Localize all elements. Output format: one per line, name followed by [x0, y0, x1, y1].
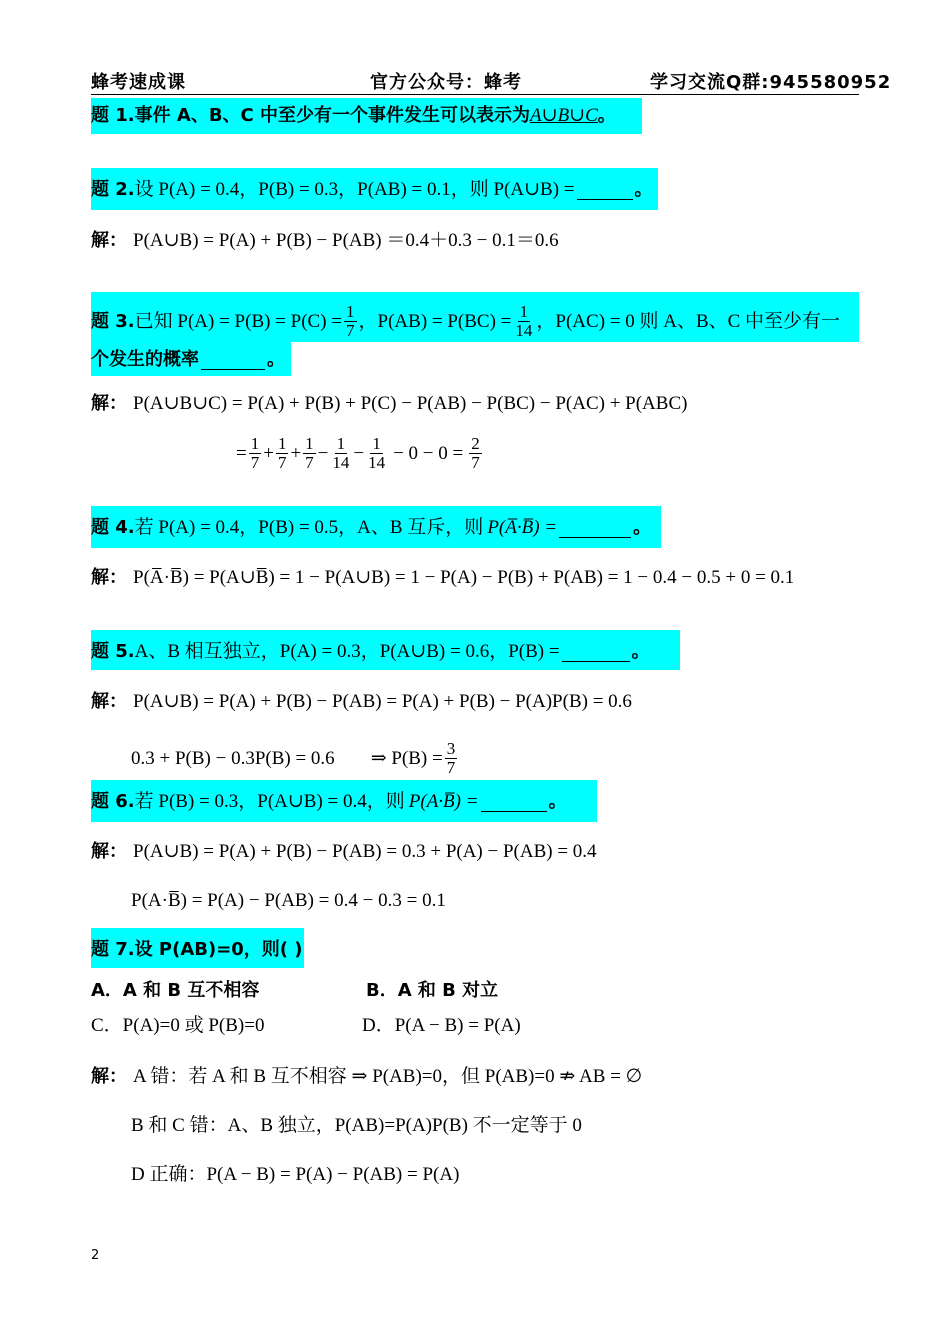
q6-expr: P(A·B̅) = — [408, 791, 479, 812]
q3-sol2-frac-4-num: 1 — [336, 434, 346, 453]
q3-sol2-frac-5-num: 1 — [372, 434, 381, 453]
q3-sol2-frac-2 — [276, 435, 289, 472]
q5-blank — [562, 643, 630, 662]
q3-frac-2 — [513, 303, 534, 340]
q1-label: 题 1. — [91, 105, 135, 126]
q6-end: 。 — [548, 791, 567, 812]
q1-end: 。 — [597, 105, 616, 126]
q2-end: 。 — [634, 179, 653, 200]
q2-blank — [577, 181, 633, 200]
q3-sol2-frac-2-op: + — [263, 442, 274, 464]
q3-sol2-tail: − 0 − 0 = — [393, 442, 464, 464]
q2-line — [91, 178, 653, 202]
q7-option-a — [91, 979, 259, 1003]
q5-end: 。 — [631, 641, 650, 662]
header-rule — [91, 94, 859, 95]
q3-sol-line1: P(A∪B∪C) = P(A) + P(B) + P(C) − P(AB) − P(BC) − P(AC) + P(ABC) — [133, 393, 688, 414]
q3-sol2-result-den: 7 — [471, 453, 480, 472]
q3-sol2-frac-4-op: − — [317, 442, 329, 464]
q7-solution-2 — [131, 1114, 582, 1138]
q3-sol2-frac-4 — [330, 435, 351, 472]
q4-expr: P(A̅·B̅) = — [487, 517, 558, 538]
q5-text: A、B 相互独立，P(A) = 0.3，P(A∪B) = 0.6，P(B) = — [134, 641, 560, 662]
q3-text-b: ，P(AB) = P(BC) = — [358, 310, 512, 332]
q1-answer: A∪B∪C — [530, 105, 598, 126]
q3-line-1 — [91, 303, 840, 340]
q3-line-2 — [91, 348, 285, 372]
q3-sol2-frac-5-den: 14 — [368, 453, 386, 472]
q3-sol2-frac-3-op: + — [290, 442, 302, 464]
q5-sol-line2: 0.3 + P(B) − 0.3P(B) = 0.6 — [131, 747, 335, 769]
q4-end: 。 — [633, 517, 652, 538]
q3-frac-1-num: 1 — [346, 302, 355, 321]
q6-sol-label: 解： — [91, 841, 127, 862]
q5-sol2-num: 3 — [446, 739, 456, 758]
q5-solution-1 — [91, 690, 632, 714]
q3-blank — [201, 351, 265, 370]
q4-sol-label: 解： — [91, 567, 127, 588]
q3-solution-2 — [236, 435, 484, 472]
q3-text-line2: 个发生的概率 — [91, 349, 199, 370]
q5-solution-2 — [131, 740, 459, 777]
q5-label: 题 5. — [91, 641, 135, 662]
q3-sol2-frac-5-op: − — [353, 442, 365, 464]
q6-solution-1 — [91, 840, 597, 864]
q6-solution-2 — [131, 889, 446, 913]
q2-sol-label: 解： — [91, 230, 127, 251]
q7-line — [91, 938, 303, 962]
q3-sol-label: 解： — [91, 393, 127, 414]
q2-text: 设 P(A) = 0.4，P(B) = 0.3，P(AB) = 0.1，则 P(A∪B) = — [134, 179, 575, 200]
q6-text: 若 P(B) = 0.3，P(A∪B) = 0.4，则 — [134, 791, 405, 812]
q7-solution-3 — [131, 1163, 459, 1187]
q7-label: 题 7. — [91, 939, 135, 960]
q7-option-b — [366, 979, 498, 1003]
q7-option-c-text: C．P(A)=0 或 P(B)=0 — [91, 1015, 265, 1036]
q4-sol-text: P(A̅·B̅) = P(A∪B̅̅̅̅) = 1 − P(A∪B) = 1 − P(A) − P(B) + P(AB) = 1 − 0.4 − 0.5 + 0 = 0.1 — [133, 567, 795, 588]
q4-solution — [91, 566, 794, 590]
q7-sol-line3: D 正确：P(A − B) = P(A) − P(AB) = P(A) — [131, 1164, 460, 1185]
q3-text-c: ，P(AC) = 0 则 A、B、C 中至少有一 — [536, 310, 841, 332]
q7-solution-1 — [91, 1065, 642, 1089]
q3-sol2-frac-3-den: 7 — [305, 453, 314, 472]
q5-sol2-frac — [445, 740, 458, 777]
q3-frac-1 — [344, 303, 357, 340]
q3-sol2-prefix: = — [236, 442, 247, 464]
header-left: 蜂考速成课 — [91, 72, 186, 93]
q3-sol2-result-num: 2 — [471, 434, 480, 453]
header-center: 官方公众号：蜂考 — [370, 72, 522, 93]
page-number: 2 — [91, 1248, 100, 1263]
q3-sol2-frac-2-num: 1 — [277, 434, 287, 453]
q3-frac-1-den: 7 — [346, 321, 355, 340]
q4-label: 题 4. — [91, 517, 135, 538]
q3-sol2-frac-4-den: 14 — [332, 453, 350, 472]
q4-blank — [559, 519, 631, 538]
q3-sol2-frac-1-num: 1 — [250, 434, 260, 453]
q7-text: 设 P(AB)=0，则( ) — [134, 939, 303, 960]
q7-option-c — [91, 1014, 264, 1038]
q2-label: 题 2. — [91, 179, 135, 200]
q6-blank — [481, 793, 547, 812]
q3-end: 。 — [267, 349, 285, 370]
q3-sol2-frac-3 — [303, 435, 316, 472]
q5-line — [91, 640, 650, 664]
q6-sol-line1: P(A∪B) = P(A) + P(B) − P(AB) = 0.3 + P(A) − P(AB) = 0.4 — [133, 841, 597, 862]
q7-sol-line2: B 和 C 错：A、B 独立，P(AB)=P(A)P(B) 不一定等于 0 — [131, 1115, 582, 1136]
q7-option-d-text: D．P(A − B) = P(A) — [362, 1015, 521, 1036]
q7-sol-line1: A 错：若 A 和 B 互不相容 ⇒ P(AB)=0，但 P(AB)=0 ⇏ AB = ∅ — [133, 1066, 643, 1087]
q3-label: 题 3. — [91, 310, 135, 332]
q7-sol-label: 解： — [91, 1066, 127, 1087]
q6-label: 题 6. — [91, 791, 135, 812]
q3-text-a: 已知 P(A) = P(B) = P(C) = — [134, 310, 343, 332]
q3-frac-2-num: 1 — [519, 302, 529, 321]
q2-solution — [91, 229, 559, 253]
q3-sol2-frac-5 — [366, 435, 387, 472]
q1-line — [91, 104, 616, 128]
q7-option-b-text: B．A 和 B 对立 — [366, 980, 499, 1001]
q7-option-a-text: A．A 和 B 互不相容 — [91, 980, 260, 1001]
q5-sol-line1: P(A∪B) = P(A) + P(B) − P(AB) = P(A) + P(B) − P(A)P(B) = 0.6 — [133, 691, 632, 712]
q5-sol-label: 解： — [91, 691, 127, 712]
q4-line — [91, 516, 651, 540]
q7-option-d — [362, 1014, 521, 1038]
q5-sol2-arrow: ⇒ P(B) = — [370, 747, 443, 769]
q3-sol2-frac-3-num: 1 — [305, 434, 314, 453]
q6-line — [91, 790, 567, 814]
q1-text: 事件 A、B、C 中至少有一个事件发生可以表示为 — [134, 105, 531, 126]
q3-solution-1 — [91, 392, 687, 416]
q2-sol-text: P(A∪B) = P(A) + P(B) − P(AB) ＝0.4＋0.3 − 0.1＝0.6 — [133, 230, 559, 251]
q6-sol-line2: P(A·B̅) = P(A) − P(AB) = 0.4 − 0.3 = 0.1 — [131, 890, 446, 911]
header-right: 学习交流Q群:945580952 — [650, 72, 892, 93]
q3-sol2-frac-1 — [249, 435, 262, 472]
q3-frac-2-den: 14 — [515, 321, 533, 340]
q3-sol2-frac-2-den: 7 — [277, 453, 287, 472]
q4-text: 若 P(A) = 0.4，P(B) = 0.5，A、B 互斥，则 — [134, 517, 484, 538]
q3-sol2-result — [469, 435, 482, 472]
q3-sol2-frac-1-den: 7 — [250, 453, 260, 472]
q5-sol2-den: 7 — [446, 758, 456, 777]
